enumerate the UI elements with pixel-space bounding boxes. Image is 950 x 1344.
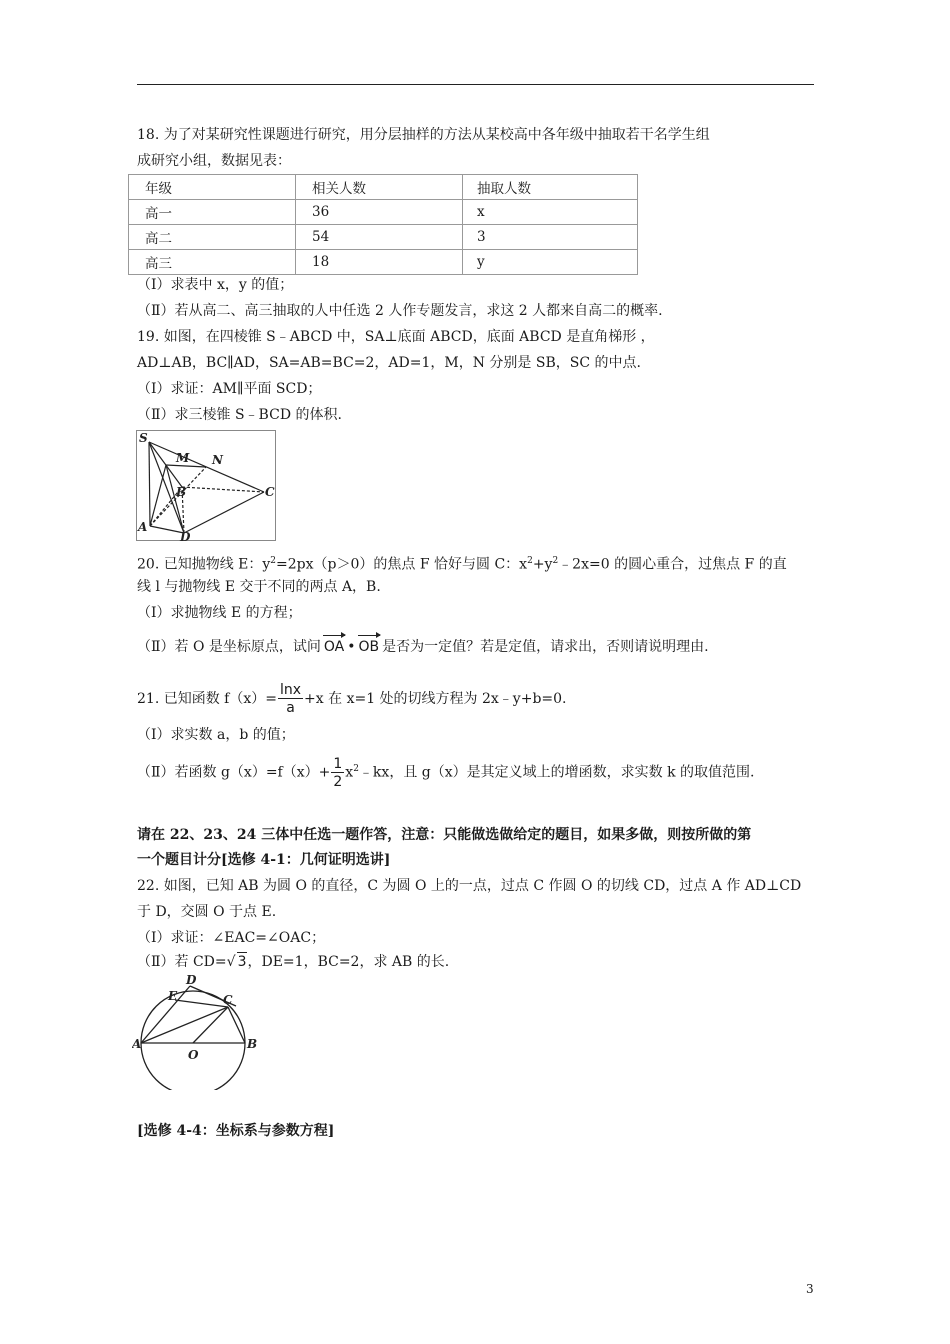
table-cell: 3 <box>463 225 638 250</box>
vector-ob: OB <box>358 639 380 655</box>
q20-part2: （Ⅱ）若 O 是坐标原点，试问 OA • OB 是否为一定值？若是定值，请求出，否则请说明理由. <box>137 639 709 655</box>
table-cell: 高二 <box>129 225 296 250</box>
q20-line1: 20. 已知抛物线 E：$y^2=2px(p>0)$的焦点 F 恰好与圆 C：$x^2+y^2﹣2x=0$ 的圆心重合，过焦点 F 的直 <box>137 556 787 573</box>
q18-table <box>128 174 638 275</box>
circle-figure <box>132 972 264 1090</box>
fig-label: A <box>132 1037 142 1051</box>
fig-label: D <box>180 530 191 542</box>
table-header-cell: 抽取人数 <box>463 175 638 200</box>
fig-label: M <box>176 451 190 465</box>
fig-label: D <box>186 973 197 987</box>
pyramid-figure <box>136 430 278 542</box>
q22-part1: （Ⅰ）求证：∠EAC=∠OAC； <box>137 930 326 946</box>
fraction-half: $\frac{1}{2}$ <box>333 755 343 790</box>
table-cell: x <box>463 200 638 225</box>
q18-part1: （Ⅰ）求表中 x，y 的值； <box>137 277 294 293</box>
q21-part1: （Ⅰ）求实数 a，b 的值； <box>137 727 295 743</box>
fig-label: B <box>176 485 187 499</box>
table-header-cell: 年级 <box>129 175 296 200</box>
table-cell: 54 <box>296 225 463 250</box>
table-row <box>129 225 638 250</box>
q19-line1: 19. 如图，在四棱锥 S﹣ABCD 中，SA⊥底面 ABCD，底面 ABCD 是直角梯形 ， <box>137 329 655 345</box>
table-cell: 36 <box>296 200 463 225</box>
vector-oa: OA <box>323 639 345 655</box>
fig-label: B <box>247 1037 258 1051</box>
fig-label: C <box>223 993 233 1007</box>
instruction-line1: 请在 22、23、24 三体中任选一题作答，注意：只能做选做给定的题目，如果多做，则按所做的第 <box>137 827 752 843</box>
fig-label: S <box>139 431 148 445</box>
header-rule <box>137 84 814 85</box>
fig-label: A <box>138 520 148 534</box>
fig-label: C <box>265 485 275 499</box>
q21-part2: （Ⅱ）若函数 g（x）=f（x）+ $\frac{1}{2}$ $x^2﹣kx$，且 g（x）是其定义域上的增函数，求实数 k 的取值范围. <box>137 755 755 790</box>
q19-part2: （Ⅱ）求三棱锥 S﹣BCD 的体积. <box>137 407 342 423</box>
table-cell: 18 <box>296 250 463 275</box>
fraction: $\frac{\ln x}{a}$ <box>279 682 302 716</box>
fig-label: O <box>188 1048 199 1062</box>
page-number: 3 <box>806 1282 814 1296</box>
q18-part2: （Ⅱ）若从高二、高三抽取的人中任选 2 人作专题发言，求这 2 人都来自高二的概率. <box>137 303 663 319</box>
q22-line1: 22. 如图，已知 AB 为圆 O 的直径，C 为圆 O 上的一点，过点 C 作圆 O 的切线 CD，过点 A 作 AD⊥CD <box>137 878 802 894</box>
instruction-line2: 一个题目计分[选修 4-1：几何证明选讲] <box>137 852 391 868</box>
q22-line2: 于 D，交圆 O 于点 E. <box>137 904 277 920</box>
section-44-heading: [选修 4-4：坐标系与参数方程] <box>137 1123 335 1139</box>
q19-line2: AD⊥AB，BC∥AD，SA=AB=BC=2，AD=1，M，N 分别是 SB，SC 的中点. <box>137 355 641 371</box>
table-cell: y <box>463 250 638 275</box>
table-header-row <box>129 175 638 200</box>
fig-label: E <box>168 989 178 1003</box>
table-row <box>129 250 638 275</box>
table-row <box>129 200 638 225</box>
q20-line2: 线 l 与抛物线 E 交于不同的两点 A，B. <box>137 579 381 595</box>
fig-label: N <box>212 453 223 467</box>
q19-part1: （Ⅰ）求证：AM∥平面 SCD； <box>137 381 322 397</box>
q20-part1: （Ⅰ）求抛物线 E 的方程； <box>137 605 302 621</box>
table-header-cell: 相关人数 <box>296 175 463 200</box>
q18-line2: 成研究小组，数据见表： <box>137 153 291 169</box>
q21-line1: 21. 已知函数 f（x）= $\frac{\ln x}{a}$ +x 在 x=1 处的切线方程为 2x﹣y+b=0. <box>137 682 567 716</box>
q18-line1: 18. 为了对某研究性课题进行研究，用分层抽样的方法从某校高中各年级中抽取若干名学生组 <box>137 127 710 143</box>
table-cell: 高一 <box>129 200 296 225</box>
sqrt: 3 <box>237 954 247 970</box>
q22-part2: （Ⅱ）若 CD=√ 3，DE=1，BC=2，求 AB 的长. <box>137 954 450 970</box>
table-cell: 高三 <box>129 250 296 275</box>
